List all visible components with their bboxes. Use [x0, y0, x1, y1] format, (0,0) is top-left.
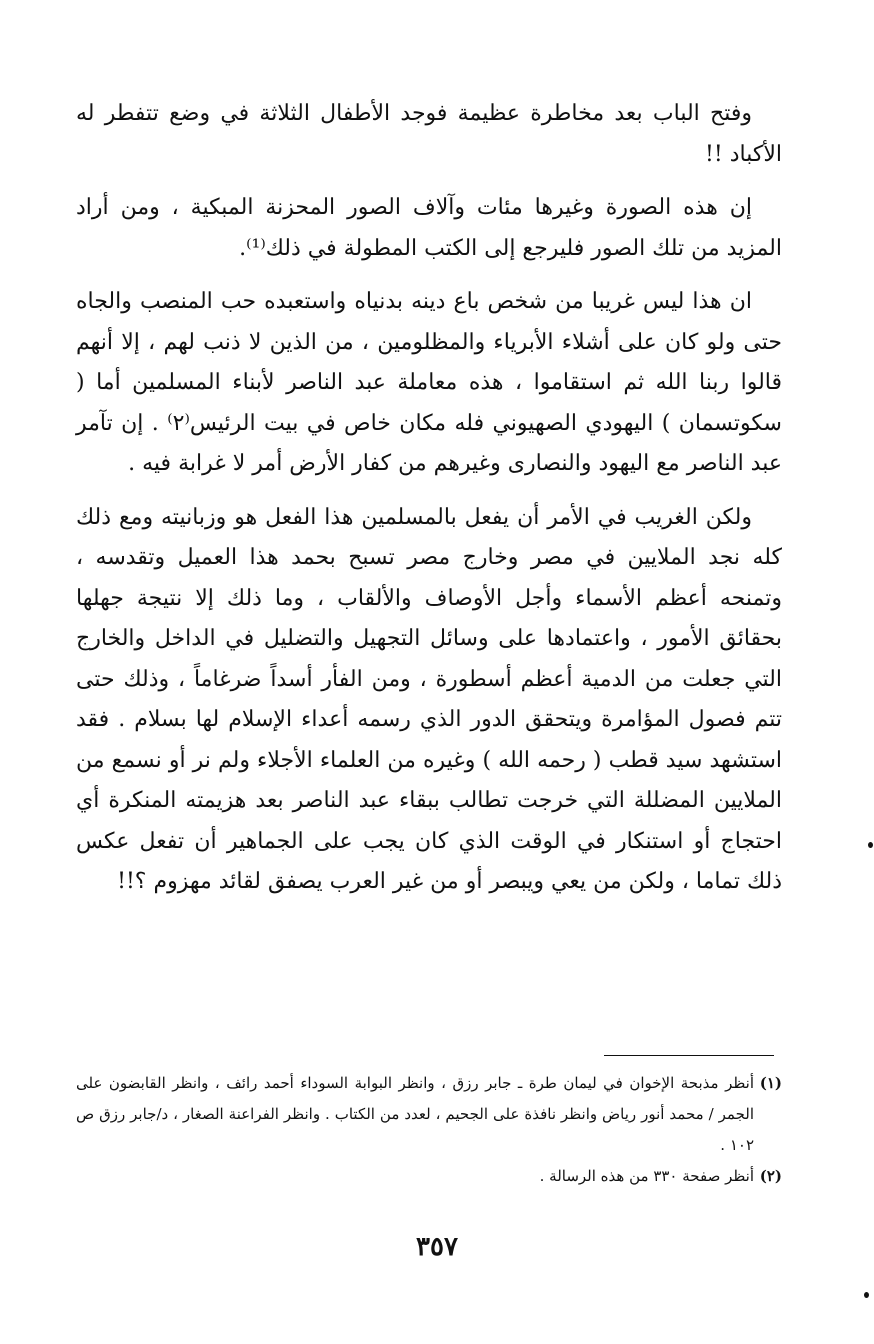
- paragraph-1: وفتح الباب بعد مخاطرة عظيمة فوجد الأطفال الثلاثة في وضع تتفطر له الأكباد !!: [76, 101, 782, 167]
- page-number: ٣٥٧: [416, 1232, 458, 1262]
- footnote-text: أنظر صفحة ٣٣٠ من هذه الرسالة .: [539, 1167, 754, 1185]
- footnote-separator: [604, 1055, 774, 1056]
- scan-speck: [864, 1292, 869, 1298]
- footnote-text: أنظر مذبحة الإخوان في ليمان طرة ـ جابر رزق ، وانظر البوابة السوداء أحمد رائف ، وانظر القابضون على الجمر / محمد أنور رياض وانظر نافذة على الجحيم ، لعدد من الكتاب . وانظر الفراعنة الصغار ، د/جابر رزق ص ١٠٢ .: [76, 1074, 754, 1154]
- footnote-number: (١): [759, 1074, 782, 1092]
- paragraph-3: ان هذا ليس غريبا من شخص باع دينه بدنياه واستعبده حب المنصب والجاه حتى ولو كان على أشلاء الأبرياء والمظلومين ، من الذين لا ذنب لهم ، إلا أنهم قالوا ربنا الله ثم استقاموا ، هذه معاملة عبد الناصر لأبناء المسلمين أما ( سكوتسمان ) اليهودي الصهيوني فله مكان خاص في بيت الرئيس⁽٢⁾ . إن تآمر عبد الناصر مع اليهود والنصارى وغيرهم من كفار الأرض أمر لا غرابة فيه .: [76, 289, 782, 476]
- main-text: [76, 94, 782, 916]
- footnote-1: [76, 1068, 782, 1161]
- footnote-number: (٢): [759, 1167, 782, 1185]
- footnote-2: [76, 1161, 782, 1192]
- footnotes: [76, 1068, 782, 1192]
- paragraph-2: إن هذه الصورة وغيرها مئات وآلاف الصور المحزنة المبكية ، ومن أراد المزيد من تلك الصور فليرجع إلى الكتب المطولة في ذلك⁽¹⁾.: [76, 195, 782, 261]
- paragraph-4: ولكن الغريب في الأمر أن يفعل بالمسلمين هذا الفعل هو وزبانيته ومع ذلك كله نجد الملايين في مصر وخارج مصر تسبح بحمد هذا العميل وتقدسه ، وتمنحه أعظم الأسماء وأجل الأوصاف والألقاب ، وما ذلك إلا نتيجة جهلها بحقائق الأمور ، واعتمادها على وسائل التجهيل والتضليل في الداخل والخارج التي جعلت من الدمية أعظم أسطورة ، ومن الفأر أسداً ضرغاماً ، وذلك حتى تتم فصول المؤامرة ويتحقق الدور الذي رسمه أعداء الإسلام لها بسلام . فقد استشهد سيد قطب ( رحمه الله ) وغيره من العلماء الأجلاء ولم نر أو نسمع من الملايين المضللة التي خرجت تطالب ببقاء عبد الناصر بعد هزيمته المنكرة أي احتجاج أو استنكار في الوقت الذي كان يجب على الجماهير أن تفعل عكس ذلك تماما ، ولكن من يعي ويبصر أو من غير العرب يصفق لقائد مهزوم ؟!!: [76, 504, 782, 894]
- scan-speck: [868, 842, 873, 848]
